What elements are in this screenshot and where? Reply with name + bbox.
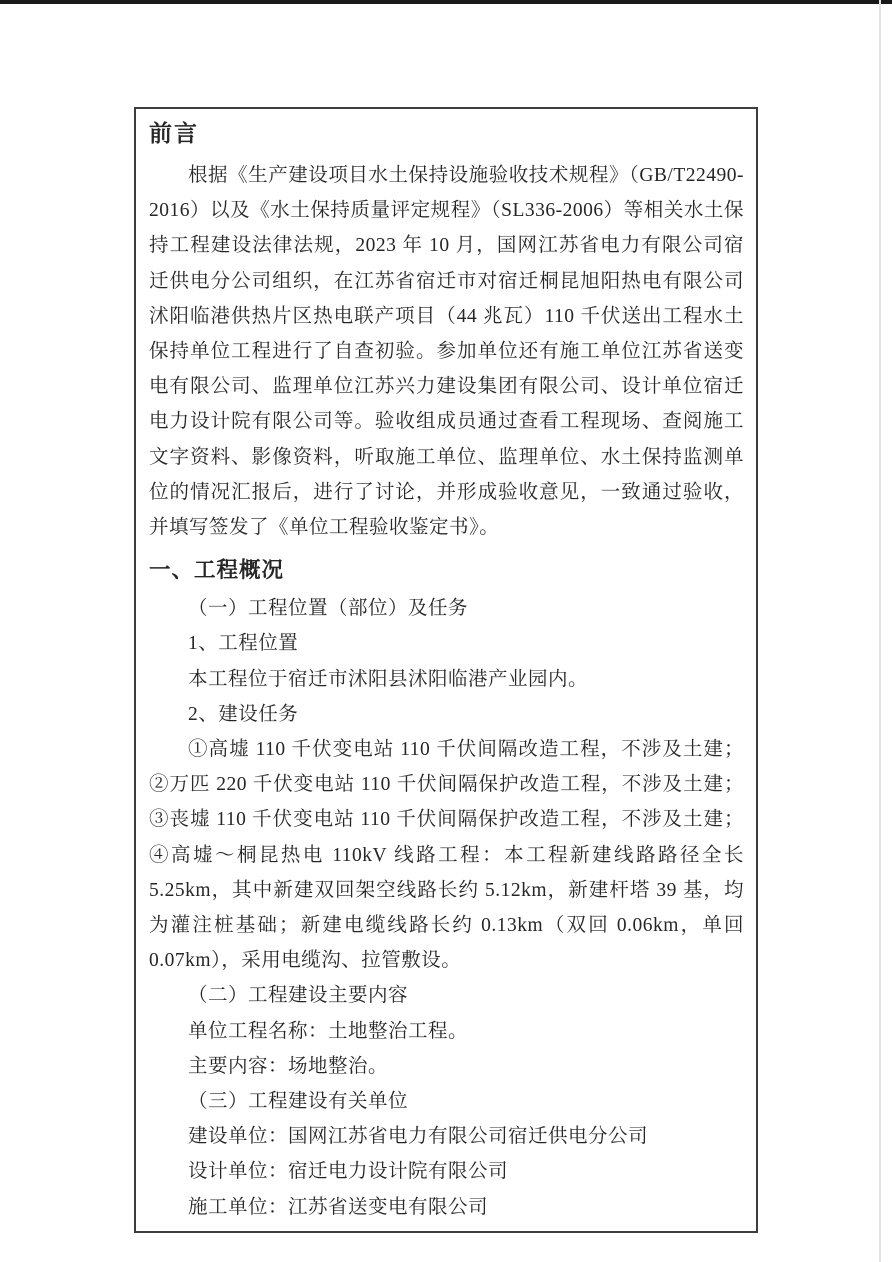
item-2-heading: 2、建设任务 [188, 703, 299, 725]
design-unit-line: 设计单位：宿迁电力设计院有限公司 [188, 1161, 509, 1183]
item-2-text: ①高墟 110 千伏变电站 110 千伏间隔改造工程，不涉及土建；②万匹 220 千伏变电站 110 千伏间隔保护改造工程，不涉及土建；③丧墟 110 千伏变电站 110 千伏间隔保护改造工程，不涉及土建；④高墟～桐昆热电 110kV 线路工程：本工程新建线路路径全长 5.25km，其中新建双回架空线路长约 5.12km，新建杆塔 39 基，均为灌注桩基础；新建电缆线路长约 0.13km（双回 0.06km，单回 0.07km），采用电缆沟、拉管敷设。 [149, 739, 744, 972]
item-1-text: 本工程位于宿迁市沭阳县沭阳临港产业园内。 [188, 668, 589, 690]
preface-heading: 前言 [149, 121, 199, 146]
right-edge-line [879, 0, 881, 1262]
item-1-heading: 1、工程位置 [188, 633, 299, 655]
subsection-3-heading: （三）工程建设有关单位 [188, 1091, 409, 1113]
document-border-box [134, 107, 758, 1233]
subsection-1-heading: （一）工程位置（部位）及任务 [188, 598, 469, 620]
preface-paragraph: 根据《生产建设项目水土保持设施验收技术规程》（GB/T22490-2016）以及《水土保持质量评定规程》（SL336-2006）等相关水土保持工程建设法律法规，2023 年 10 月，国网江苏省电力有限公司宿迁供电分公司组织，在江苏省宿迁市对宿迁桐昆旭阳热电有限公司沭阳临港供热片区热电联产项目（44 兆瓦）110 千伏送出工程水土保持单位工程进行了自查初验。参加单位还有施工单位江苏省送变电有限公司、监理单位江苏兴力建设集团有限公司、设计单位宿迁电力设计院有限公司等。验收组成员通过查看工程现场、查阅施工文字资料、影像资料，听取施工单位、监理单位、水土保持监测单位的情况汇报后，进行了讨论，并形成验收意见，一致通过验收，并填写签发了《单位工程验收鉴定书》。 [149, 165, 744, 539]
section-1-heading: 一、工程概况 [149, 558, 285, 583]
unit-project-name-line: 单位工程名称：土地整治工程。 [188, 1020, 469, 1042]
construction-owner-line: 建设单位：国网江苏省电力有限公司宿迁供电分公司 [188, 1126, 649, 1148]
main-content-line: 主要内容：场地整治。 [188, 1055, 389, 1077]
subsection-2-heading: （二）工程建设主要内容 [188, 985, 409, 1007]
top-edge-bar [0, 0, 892, 4]
construction-unit-line: 施工单位：江苏省送变电有限公司 [188, 1196, 489, 1218]
